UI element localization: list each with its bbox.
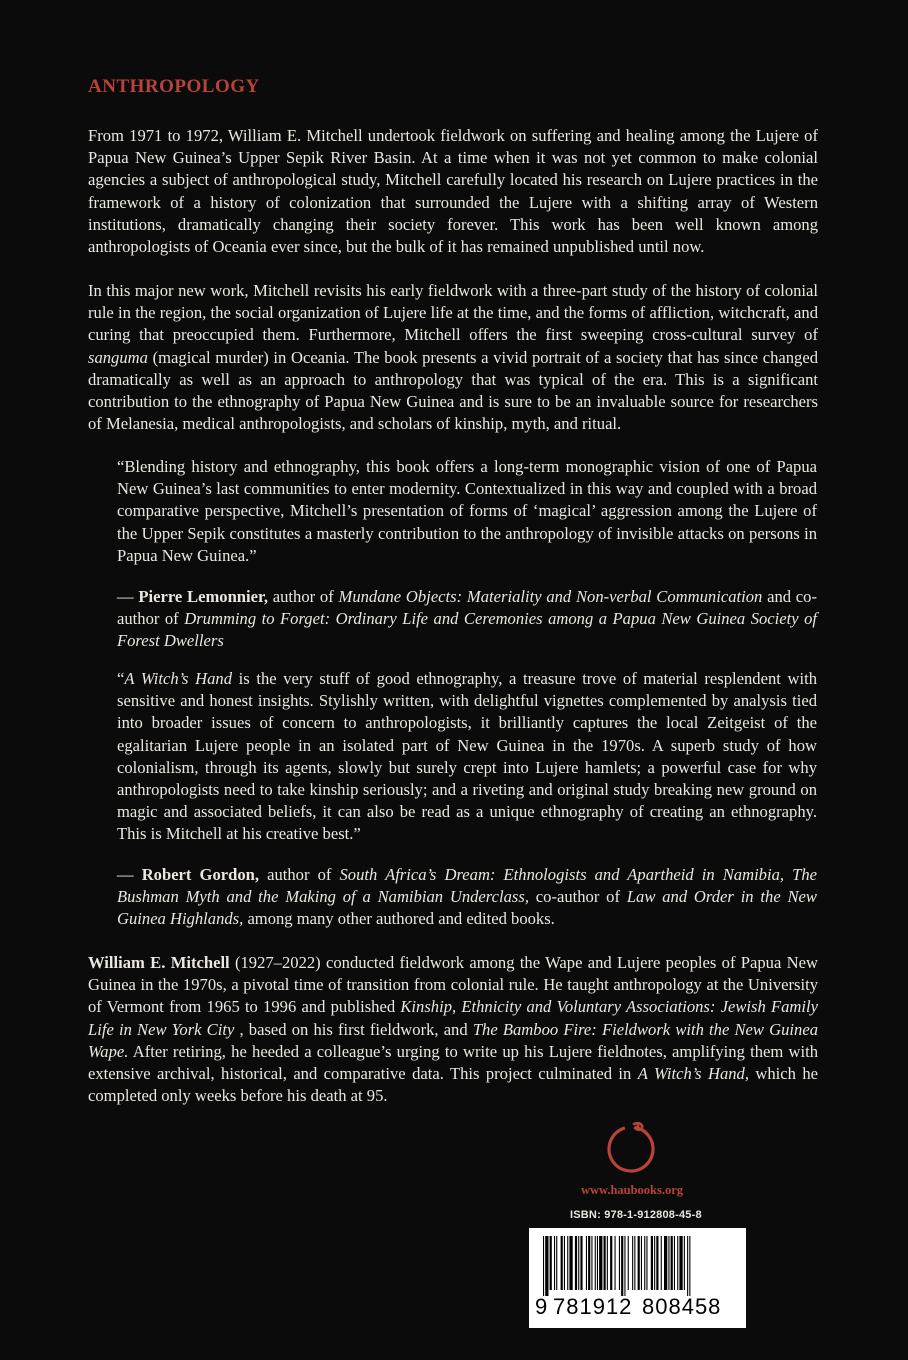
book-title: A Witch’s Hand [124,669,232,688]
barcode-group-2: 808458 [642,1294,722,1319]
barcode-bar [632,1236,633,1290]
barcode-bar [651,1236,653,1290]
barcode-bar [575,1236,577,1290]
barcode-bar [654,1236,655,1290]
barcode-bar [615,1236,616,1290]
barcode-bar [595,1236,596,1290]
endorser-book: Law and Order in the New Guinea Highlands, [117,887,817,929]
barcode-bar [679,1236,682,1290]
dash: — [117,587,139,606]
endorser-name: Pierre Lemonnier, [138,587,268,606]
barcode-bar [634,1236,635,1290]
barcode-bar [580,1236,582,1290]
barcode-bar [638,1236,640,1290]
sanguma-term: sanguma [88,347,148,367]
barcode-bar [550,1236,552,1290]
endorser-book: Drumming to Forget: Ordinary Life and Ceremonies among a Papua New Guinea Society of Forest Dwellers [117,609,818,651]
bio-text: , based on his first fieldwork, and [234,1019,473,1039]
barcode-bar [610,1236,612,1290]
barcode-bar [628,1236,629,1290]
barcode-bar [661,1236,662,1290]
barcode-bar [564,1236,565,1290]
barcode-bar [567,1236,568,1290]
barcode-bar [689,1236,690,1296]
barcode-bar [586,1236,587,1290]
barcode-bar [588,1236,590,1290]
publisher-website: www.haubooks.org [580,1183,684,1197]
barcode-bar [674,1236,675,1290]
endorser-book: Mundane Objects: Materiality and Non-verbal Communication [338,587,763,606]
description-paragraph-2 [88,280,818,435]
barcode-bar [607,1236,608,1290]
barcode-bar [664,1236,667,1290]
author-name: William E. Mitchell [88,953,230,972]
attribution-text: among many other authored and edited books. [243,909,555,929]
endorser-name: Robert Gordon, [141,865,260,884]
attribution-text: and co-author of [117,587,817,629]
barcode-lead-digit: 9 [535,1294,549,1319]
paragraph-text: (magical murder) in Oceania. The book presents a vivid portrait of a society that has since changed dramatically as well as an approach to anthropology that was typical of the era. This is a significant contribution to the ethnography of Papua New Guinea and is sure to be an invaluable source for researchers of Melanesia, medical anthropologists, and scholars of kinship, myth, and ritual. [88,347,818,434]
barcode-bar [599,1236,602,1290]
bio-text: which he completed only weeks before his death at 95. [88,1064,818,1106]
category-heading: ANTHROPOLOGY [88,76,260,97]
barcode-bar [624,1236,625,1296]
paragraph-text: In this major new work, Mitchell revisits his early fieldwork with a three-part study of the history of colonial rule in the region, the social organization of Lujere life at the time, and the forms of affliction, witchcraft, and curing that preoccupied them. Furthermore, Mitchell offers the first sweeping cross-cultural survey of [88,281,818,345]
barcode-bar [668,1236,669,1290]
endorsement-attribution-2 [117,864,817,931]
barcode-bar [554,1236,555,1290]
barcode-bar [671,1236,673,1290]
endorsement-attribution-1 [117,586,817,653]
endorsement-quote-2 [117,668,817,846]
barcode-bar [543,1236,544,1296]
barcode-bar [687,1236,688,1296]
barcode-bars [537,1236,738,1296]
attribution-text: author of [268,587,339,606]
barcode-bar [641,1236,642,1290]
endorser-book: South Africa’s Dream: Ethnologists and Apartheid in Namibia, The Bushman Myth and the Making of a Namibian Underclass, [117,865,818,907]
barcode-bar [646,1236,647,1290]
barcode-bar [561,1236,563,1290]
open-quote: “ [117,669,125,688]
barcode-bar [597,1236,598,1290]
barcode-group-1: 781912 [553,1294,633,1319]
bio-text: After retiring, he heeded a colleague’s urging to write up his Lujere fieldnotes, amplifying them with extensive archival, historical, and comparative data. This project culminated in [88,1041,818,1084]
barcode-bar [677,1236,678,1290]
barcode-bar [556,1236,557,1290]
barcode-bar [644,1236,645,1290]
barcode-bar [569,1236,572,1290]
barcode-bar [684,1236,685,1290]
attribution-text: author of [259,865,340,884]
description-paragraph-1: From 1971 to 1972, William E. Mitchell undertook fieldwork on suffering and healing among the Lujere of Papua New Guinea’s Upper Sepik River Basin. At a time when it was not yet common to make colonial agencies a subject of anthropological study, Mitchell carefully located his research on Lujere practices in the framework of a history of colonization that surrounded the Lujere with a shifting array of Western institutions, dramatically changing their society forever. This work has been well known among anthropologists of Oceania ever since, but the bulk of it has remained unpublished until now. [88,126,818,257]
author-book: The Bamboo Fire: Fieldwork with the New Guinea Wape. [88,1019,818,1061]
author-book: Kinship, Ethnicity and Voluntary Associations: Jewish Family Life in New York City [88,997,818,1039]
isbn-label: ISBN: 978-1-912808-45-8 [570,1209,702,1221]
endorsement-quote-1: “Blending history and ethnography, this book offers a long-term monographic vision of one of Papua New Guinea’s last communities to enter modernity. Contextualized in this way and coupled with a broad comparative perspective, Mitchell’s presentation of forms of ‘magical’ aggression among the Lujere of the Upper Sepik constitutes a masterly contribution to the anthropology of invisible attacks on persons in Papua New Guinea.” [117,457,817,565]
attribution-text: co-author of [528,887,627,907]
barcode-bar [578,1236,579,1290]
bio-text: (1927–2022) conducted fieldwork among the Wape and Lujere peoples of Papua New Guinea in the 1970s, a pivotal time of transition from colonial rule. He taught anthropology at the University of Vermont from 1965 to 1996 and published [88,953,818,1017]
barcode-bar [619,1236,620,1290]
barcode-bar [591,1236,592,1290]
author-book: A Witch’s Hand, [637,1064,749,1084]
barcode-bar [545,1236,548,1296]
dash: — [117,865,142,884]
author-bio [88,952,818,1107]
barcode-bar [604,1236,606,1290]
barcode-bar [656,1236,658,1290]
isbn-barcode [529,1228,746,1328]
ouroboros-logo-icon [601,1118,661,1178]
quote-text: is the very stuff of good ethnography, a treasure trove of material resplendent with sensitive and honest insights. Stylishly written, with delightful vignettes complemented by analysis tied into broader issues of concern to anthropologists, it brilliantly captures the local Zeitgeist of the egalitarian Lujere people in an isolated part of New Guinea in the 1970s. A superb study of how colonialism, through its agents, slowly but surely crept into Lujere hamlets; a powerful case for why anthropologists need to take kinship seriously; and a riveting and original study breaking new ground on magic and associated beliefs, it can also be read as a unique ethnography of creating an ethnography. This is Mitchell at his creative best.” [117,669,818,844]
barcode-bar [621,1236,623,1296]
